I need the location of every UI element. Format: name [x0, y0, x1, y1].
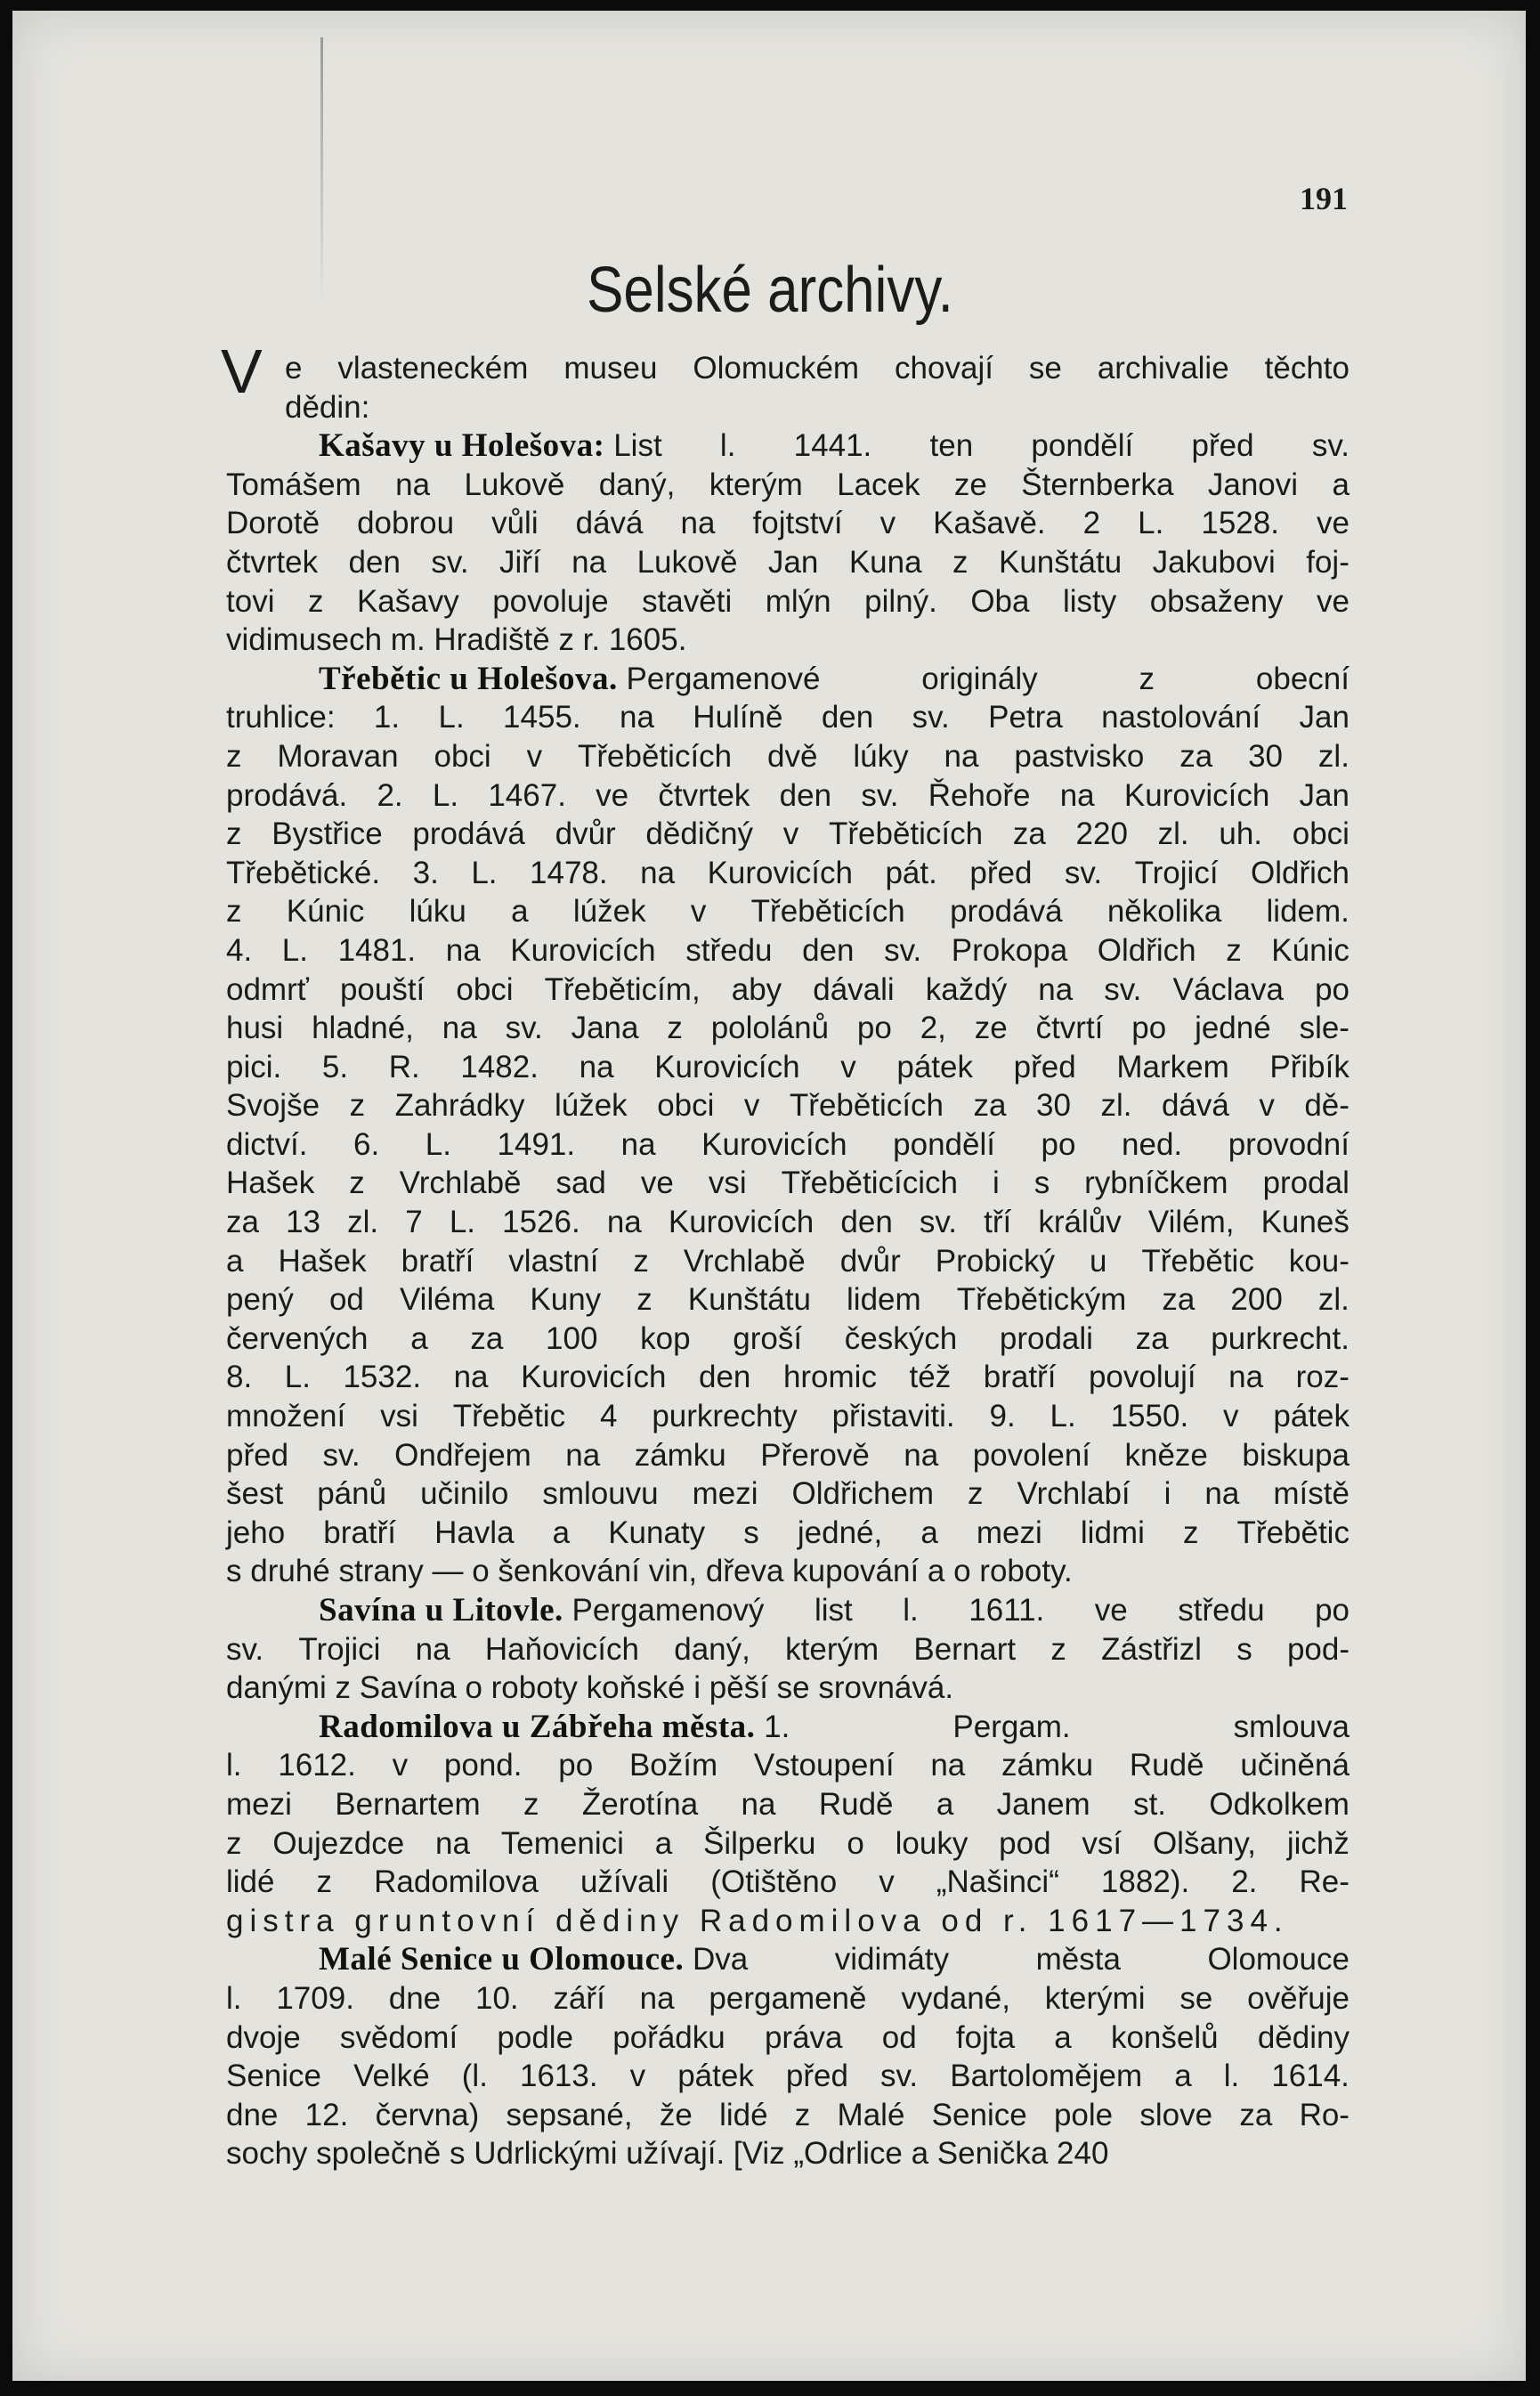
text-line — [226, 1785, 1350, 1824]
text-line-content: množení vsi Třebětic 4 purkrechty přistaviti. 9. L. 1550. v pátek — [226, 1399, 1350, 1434]
text-line-content: pený od Viléma Kuny z Kunštátu lidem Třebětickým za 200 zl. — [226, 1282, 1350, 1318]
entry-heading: Třebětic u Holešova. — [319, 660, 618, 697]
text-line-content: šest pánů učinilo smlouvu mezi Oldřichem z Vrchlabí i na místě — [226, 1476, 1350, 1512]
text-line-content: l. 1612. v pond. po Božím Vstoupení na zámku Rudě učiněná — [226, 1748, 1350, 1783]
entry-text: 1. Pergam. smlouva — [764, 1709, 1350, 1744]
text-line — [226, 892, 1350, 931]
text-line-content: Tomášem na Lukově daný, kterým Lacek ze Šternberka Janovi a — [226, 467, 1350, 502]
text-line-content: pici. 5. R. 1482. na Kurovicích v pátek před Markem Přibík — [226, 1049, 1350, 1084]
entry-section — [226, 1708, 1350, 1941]
text-line — [226, 971, 1350, 1010]
text-line — [226, 2134, 1350, 2173]
text-line-content: husi hladné, na sv. Jana z pololánů po 2, ze čtvrtí po jedné sle- — [226, 1011, 1350, 1046]
text-line-content: danými z Savína o roboty koňské i pěší se srovnává. — [226, 1670, 954, 1706]
entry-section — [226, 1591, 1350, 1708]
text-line — [226, 582, 1350, 621]
text-line — [226, 621, 1350, 660]
text-line-content: za 13 zl. 7 L. 1526. na Kurovicích den sv. tří králův Vilém, Kuneš — [226, 1205, 1350, 1240]
entry-first-line — [226, 660, 1350, 699]
text-line — [226, 931, 1350, 971]
entry-first-line — [226, 1591, 1350, 1630]
text-line-content: s druhé strany — o šenkování vin, dřeva kupování a o roboty. — [226, 1554, 1073, 1589]
text-line — [226, 1863, 1350, 1902]
text-line-content: z Oujezdce na Temenici a Šilperku o louky pod vsí Olšany, jichž — [226, 1825, 1350, 1861]
text-line — [226, 1979, 1350, 2018]
entry-section — [226, 1940, 1350, 2173]
text-line-content: jeho bratří Havla a Kunaty s jedné, a mezi lidmi z Třebětic — [226, 1515, 1350, 1550]
text-line — [226, 1125, 1350, 1165]
entry-heading: Savína u Litovle. — [319, 1592, 563, 1628]
entry-text: Pergamenový list l. 1611. ve středu po — [571, 1593, 1350, 1628]
text-line-content: odmrť pouští obci Třeběticím, aby dávali každý na sv. Václava po — [226, 971, 1350, 1007]
text-line — [226, 1164, 1350, 1203]
text-line-content: dvoje svědomí podle pořádku práva od fojta a konšelů dědiny — [226, 2019, 1350, 2055]
text-line — [226, 1009, 1350, 1048]
text-line-content: z Moravan obci v Třeběticích dvě lúky na pastvisko za 30 zl. — [226, 738, 1350, 774]
text-line — [226, 2096, 1350, 2135]
intro-line-text: e vlasteneckém museu Olomuckém chovají se archivalie těchto — [285, 351, 1350, 386]
text-line — [226, 1358, 1350, 1397]
text-line — [226, 466, 1350, 505]
text-line — [226, 1397, 1350, 1436]
text-line-content: l. 1709. dne 10. září na pergameně vydané, kterými se ověřuje — [226, 1980, 1350, 2016]
text-line-content: Dorotě dobrou vůli dává na fojtství v Kašavě. 2 L. 1528. ve — [226, 506, 1350, 541]
article-body — [221, 337, 1350, 2173]
text-line-content: gistra gruntovní dědiny Radomilova od r. 1617—1734. — [226, 1903, 1289, 1938]
text-line — [226, 1320, 1350, 1359]
text-line-content: lidé z Radomilova užívali (Otištěno v „Našinci“ 1882). 2. Re- — [226, 1864, 1350, 1900]
text-line-content: sv. Trojici na Haňovicích daný, kterým Bernart z Zástřizl s pod- — [226, 1631, 1350, 1667]
text-line-content: Hašek z Vrchlabě sad ve vsi Třeběticícich i s rybníčkem prodal — [226, 1166, 1350, 1201]
entry-first-line — [226, 426, 1350, 466]
text-line-content: sochy společně s Udrlickými užívají. [Viz „Odrlice a Senička 240 — [226, 2136, 1109, 2172]
text-line — [226, 737, 1350, 776]
text-line — [226, 1280, 1350, 1320]
text-line — [226, 1203, 1350, 1242]
text-line-content: dne 12. června) sepsané, že lidé z Malé Senice pole slove za Ro- — [226, 2097, 1350, 2132]
text-line-content: truhlice: 1. L. 1455. na Hulíně den sv. Petra nastolování Jan — [226, 700, 1350, 735]
text-line-content: mezi Bernartem z Žerotína na Rudě a Janem st. Odkolkem — [226, 1786, 1350, 1822]
text-line — [226, 1474, 1350, 1514]
text-line — [226, 1048, 1350, 1087]
text-line — [226, 543, 1350, 582]
intro-line-text: dědin: — [285, 389, 370, 425]
drop-initial: V — [221, 337, 263, 406]
entry-text: List l. 1441. ten pondělí před sv. — [613, 428, 1350, 464]
page-title: Selské archivy. — [587, 255, 953, 326]
text-line — [226, 698, 1350, 737]
text-line-content: a Hašek bratří vlastní z Vrchlabě dvůr Probický u Třebětic kou- — [226, 1243, 1350, 1279]
sections-container — [226, 426, 1350, 2173]
text-line — [226, 1669, 1350, 1708]
text-line-content: Svojše z Zahrádky lúžek obci v Třeběticích za 30 zl. dává v dě- — [226, 1088, 1350, 1124]
entry-section — [226, 660, 1350, 1591]
text-line — [226, 1902, 1350, 1941]
text-line-content: vidimusech m. Hradiště z r. 1605. — [226, 622, 687, 658]
text-line-content: Senice Velké (l. 1613. v pátek před sv. Bartolomějem a l. 1614. — [226, 2059, 1350, 2094]
text-line — [226, 776, 1350, 816]
text-line-content: tovi z Kašavy povoluje stavěti mlýn pilný. Oba listy obsaženy ve — [226, 583, 1350, 619]
text-line-content: 4. L. 1481. na Kurovicích středu den sv. Prokopa Oldřich z Kúnic — [226, 932, 1350, 968]
text-line-content: z Kúnic lúku a lúžek v Třeběticích prodává několika lidem. — [226, 894, 1350, 930]
entry-text: Pergamenové originály z obecní — [626, 661, 1350, 696]
page-number: 191 — [1300, 181, 1348, 216]
entry-section — [226, 426, 1350, 660]
entry-first-line — [226, 1940, 1350, 1979]
text-line-content: červených a za 100 kop groší českých prodali za purkrecht. — [226, 1320, 1350, 1356]
entry-heading: Kašavy u Holešova: — [319, 427, 605, 465]
intro-line — [226, 388, 1350, 427]
text-line-content: dictví. 6. L. 1491. na Kurovicích pondělí po ned. provodní — [226, 1126, 1350, 1162]
text-line — [226, 854, 1350, 893]
entry-heading: Radomilova u Zábřeha města. — [319, 1708, 756, 1745]
text-line-content: prodává. 2. L. 1467. ve čtvrtek den sv. Řehoře na Kurovicích Jan — [226, 777, 1350, 813]
text-line — [226, 1086, 1350, 1125]
text-line-content: Třebětické. 3. L. 1478. na Kurovicích pát. před sv. Trojicí Oldřich — [226, 855, 1350, 890]
entry-first-line — [226, 1708, 1350, 1747]
text-line-content: před sv. Ondřejem na zámku Přerově na povolení kněze biskupa — [226, 1437, 1350, 1473]
text-line — [226, 504, 1350, 543]
text-line — [226, 1552, 1350, 1591]
intro-line — [221, 337, 1350, 406]
text-line-content: čtvrtek den sv. Jiří na Lukově Jan Kuna z Kunštátu Jakubovi foj- — [226, 544, 1350, 580]
text-line-content: z Bystřice prodává dvůr dědičný v Třeběticích za 220 zl. uh. obci — [226, 816, 1350, 852]
text-line-content: 8. L. 1532. na Kurovicích den hromic též bratří povolují na roz- — [226, 1360, 1350, 1395]
text-line — [226, 1242, 1350, 1281]
text-line — [226, 2057, 1350, 2096]
text-line — [226, 2018, 1350, 2058]
text-line — [226, 815, 1350, 854]
entry-heading: Malé Senice u Olomouce. — [319, 1941, 685, 1978]
text-line — [226, 1514, 1350, 1553]
text-line — [226, 1436, 1350, 1475]
text-line — [226, 1824, 1350, 1864]
text-line — [226, 1746, 1350, 1785]
entry-text: Dva vidimáty města Olomouce — [692, 1942, 1350, 1978]
text-line — [226, 1630, 1350, 1669]
